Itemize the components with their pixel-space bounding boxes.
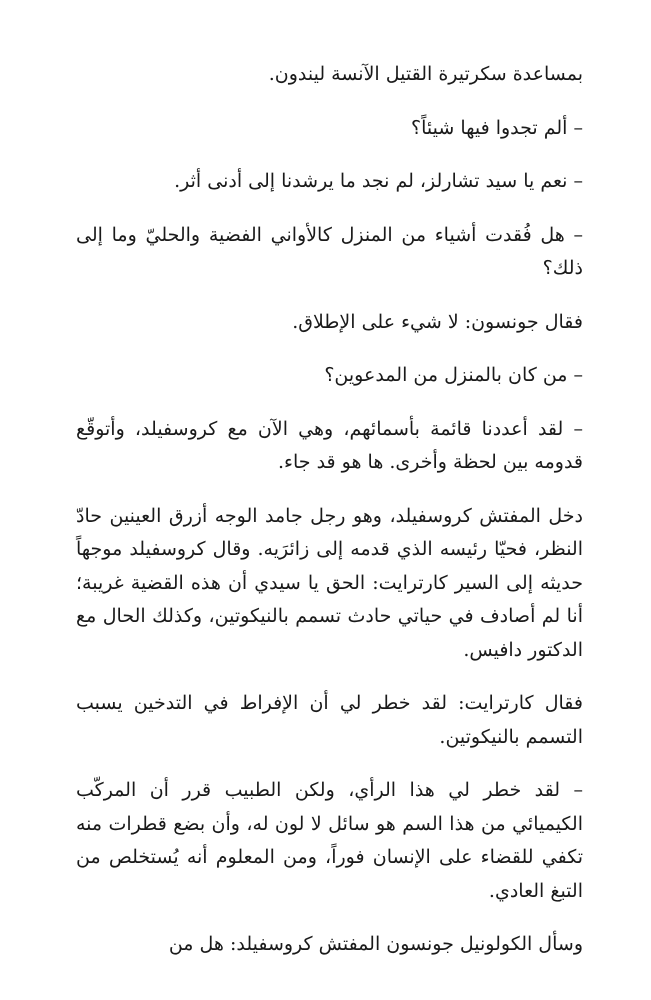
paragraph-2: – ألم تجدوا فيها شيئاً؟ [411, 116, 583, 139]
paragraph-4: – هل فُقدت أشياء من المنزل كالأواني الفضية والحليّ وما إلى ذلك؟ [76, 223, 583, 279]
paragraph-3: – نعم يا سيد تشارلز، لم نجد ما يرشدنا إلى أدنى أثر. [174, 170, 583, 192]
paragraph-10: – لقد خطر لي هذا الرأي، ولكن الطبيب قرر أن المركّب الكيميائي من هذا السم هو سائل لا لون له، وأن بضع قطرات منه تكفي للقضاء على الإنسان فوراً، ومن المعلوم أنه يُستخلص من التبغ العادي. [76, 779, 583, 902]
paragraph-11: وسأل الكولونيل جونسون المفتش كروسفيلد: هل من [168, 933, 583, 955]
paragraph-7: – لقد أعددنا قائمة بأسمائهم، وهي الآن مع كروسفيلد، وأتوقّع قدومه بين لحظة وأخرى. ها هو قد جاء. [76, 417, 583, 473]
paragraph-9: فقال كارترايت: لقد خطر لي أن الإفراط في التدخين يسبب التسمم بالنيكوتين. [76, 692, 583, 748]
paragraph-6: – من كان بالمنزل من المدعوين؟ [324, 364, 583, 386]
paragraph-8: دخل المفتش كروسفيلد، وهو رجل جامد الوجه أزرق العينين حادّ النظر، فحيّا رئيسه الذي قدمه إلى زائرَيه. وقال كروسفيلد موجهاً حديثه إلى السير كارترايت: الحق يا سيدي أن هذه القضية غريبة؛ أنا لم أصادف في حياتي حادث تسمم بالنيكوتين، وكذلك الحال مع الدكتور دافيس. [76, 504, 583, 661]
paragraph-1: بمساعدة سكرتيرة القتيل الآنسة ليندون. [268, 63, 583, 85]
paragraph-5: فقال جونسون: لا شيء على الإطلاق. [292, 310, 583, 333]
